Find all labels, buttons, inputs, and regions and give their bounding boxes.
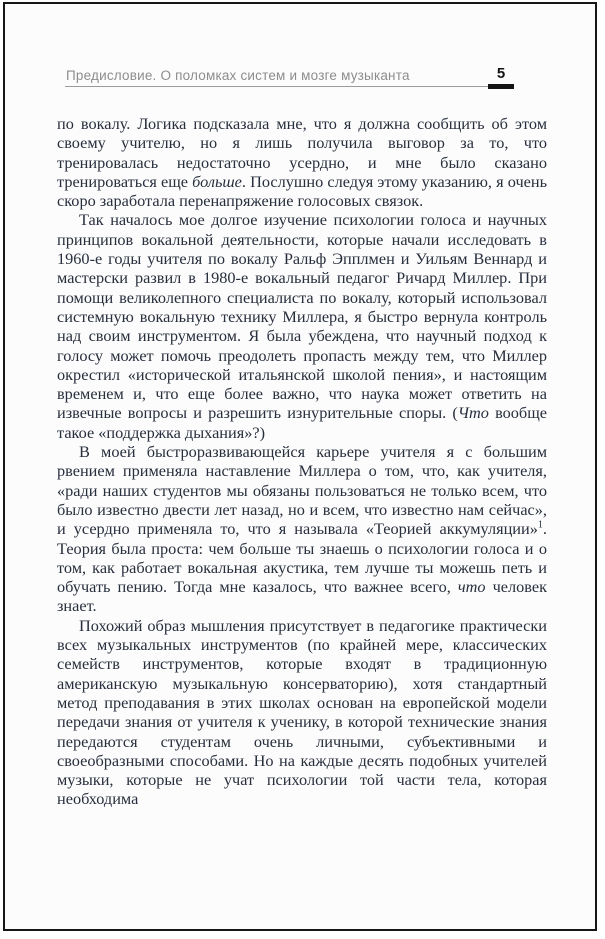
text-segment-italic: больше	[192, 171, 242, 191]
footnote-marker: 1	[537, 519, 543, 531]
body-paragraph	[57, 210, 547, 442]
text-segment-italic: что	[457, 577, 486, 597]
text-segment: В моей быстроразвивающейся карьере учителя я с большим рвением применяла наставление Миллера о том, что, как учителя, «ради наших студентов мы обязаны пользоваться не только всем, что было известно двести лет назад, но и всем, что известно нам сейчас», и усердно применяла то, что я называла «Теорией аккумуляции»	[57, 442, 547, 539]
page-text	[57, 114, 547, 809]
running-header-title: Предисловие. О поломках систем и мозге музыканта	[66, 68, 410, 83]
text-segment-italic: Что	[457, 403, 489, 423]
body-paragraph	[57, 616, 547, 809]
body-paragraph	[57, 442, 547, 616]
page-number-rule	[488, 84, 514, 89]
text-segment: . Теория была проста: чем больше ты знаешь о психологии голоса и о том, как работает вокальная акустика, тем лучше ты можешь петь и обучать пению. Тогда мне казалось, что важнее всего,	[57, 519, 547, 597]
text-segment: Похожий образ мышления присутствует в педагогике практически всех музыкальных инструментов (по крайней мере, классических семейств инструментов, которые входят в традиционную американскую музыкальную консерваторию), хотя стандартный метод преподавания в этих школах основан на европейской модели передачи знания от учителя к ученику, в которой технические знания передаются студентам очень личными, субъективными и своеобразными способами. Но на каждые десять подобных учителей музыки, которые не учат психологии той части тела, которая необходима	[57, 615, 547, 809]
text-segment: по вокалу. Логика подсказала мне, что я должна сообщить об этом своему учителю, но я лишь получила выговор за то, что тренировалась недостаточно усердно, и мне было сказано тренироваться еще	[57, 114, 547, 191]
text-segment: человек знает.	[57, 577, 547, 616]
header-rule	[65, 86, 488, 87]
page-number: 5	[496, 65, 506, 82]
body-paragraph	[57, 114, 547, 210]
text-segment: . Послушно следуя этому указанию, я очень скоро заработала перенапряжение голосовых связок.	[57, 171, 547, 211]
text-segment: Так началось мое долгое изучение психологии голоса и научных принципов вокальной деятельности, которые начали исследовать в 1960-е годы учителя по вокалу Ральф Эпплмен и Уильям Веннард и мастерски развил в 1980-е вокальный педагог Ричард Миллер. При помощи великолепного специалиста по вокалу, который использовал системную вокальную технику Миллера, я быстро вернула контроль над своим инструментом. Я была убеждена, что научный подход к голосу может помочь преодолеть пропасть между тем, что Миллер окрестил «исторической итальянской школой пения», и настоящим временем и, что еще более важно, что наука может ответить на извечные вопросы и разрешить изнурительные споры. (	[57, 210, 547, 423]
text-segment: вообще такое «поддержка дыхания»?)	[57, 403, 547, 442]
